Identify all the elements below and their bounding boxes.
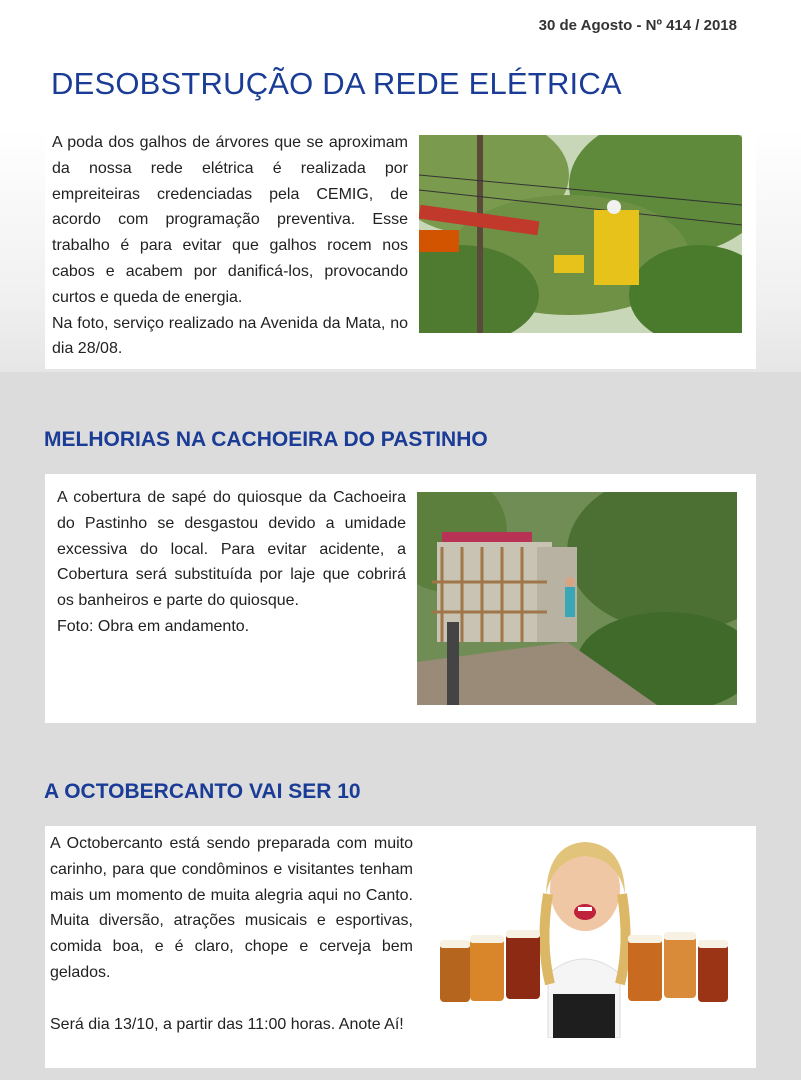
spacer: [50, 986, 413, 1012]
article2-card: [45, 474, 756, 723]
article2-paragraph: A cobertura de sapé do quiosque da Cachoeira do Pastinho se desgastou devido a umidade excessiva do local. Para evitar acidente, a Cobertura será substituída por laje que cobrirá os banheiros e parte do quiosque.: [57, 489, 406, 610]
oktoberfest-photo: [428, 834, 740, 1038]
article2-caption: Foto: Obra em andamento.: [57, 617, 250, 635]
article2-title: MELHORIAS NA CACHOEIRA DO PASTINHO: [44, 428, 488, 451]
article2-text: [57, 485, 406, 640]
article1-text: [52, 130, 408, 362]
article3-card: [45, 826, 756, 1068]
tree-trimming-photo: [419, 135, 742, 333]
article3-title: A OCTOBERCANTO VAI SER 10: [44, 780, 361, 803]
article1-title: DESOBSTRUÇÃO DA REDE ELÉTRICA: [51, 66, 622, 101]
kiosk-construction-photo: [417, 492, 737, 705]
issue-date: 30 de Agosto - Nº 414 / 2018: [538, 17, 737, 34]
article1-caption: Na foto, serviço realizado na Avenida da Mata, no dia 28/08.: [52, 314, 408, 358]
article3-text: [50, 831, 413, 1037]
article3-date-note: Será dia 13/10, a partir das 11:00 horas. Anote Aí!: [50, 1015, 404, 1033]
article1-card: [45, 126, 756, 369]
article3-paragraph: A Octobercanto está sendo preparada com muito carinho, para que condôminos e visitantes tenham mais um momento de muita alegria aqui no Canto. Muita diversão, atrações musicais e esportivas, comida boa, e é claro, chope e cerveja bem gelados.: [50, 835, 413, 981]
article1-paragraph: A poda dos galhos de árvores que se aproximam da nossa rede elétrica é realizada por empreiteiras credenciadas pela CEMIG, de acordo com programação preventiva. Esse trabalho é para evitar que galhos rocem nos cabos e acabem por danificá-los, provocando curtos e queda de energia.: [52, 134, 408, 306]
